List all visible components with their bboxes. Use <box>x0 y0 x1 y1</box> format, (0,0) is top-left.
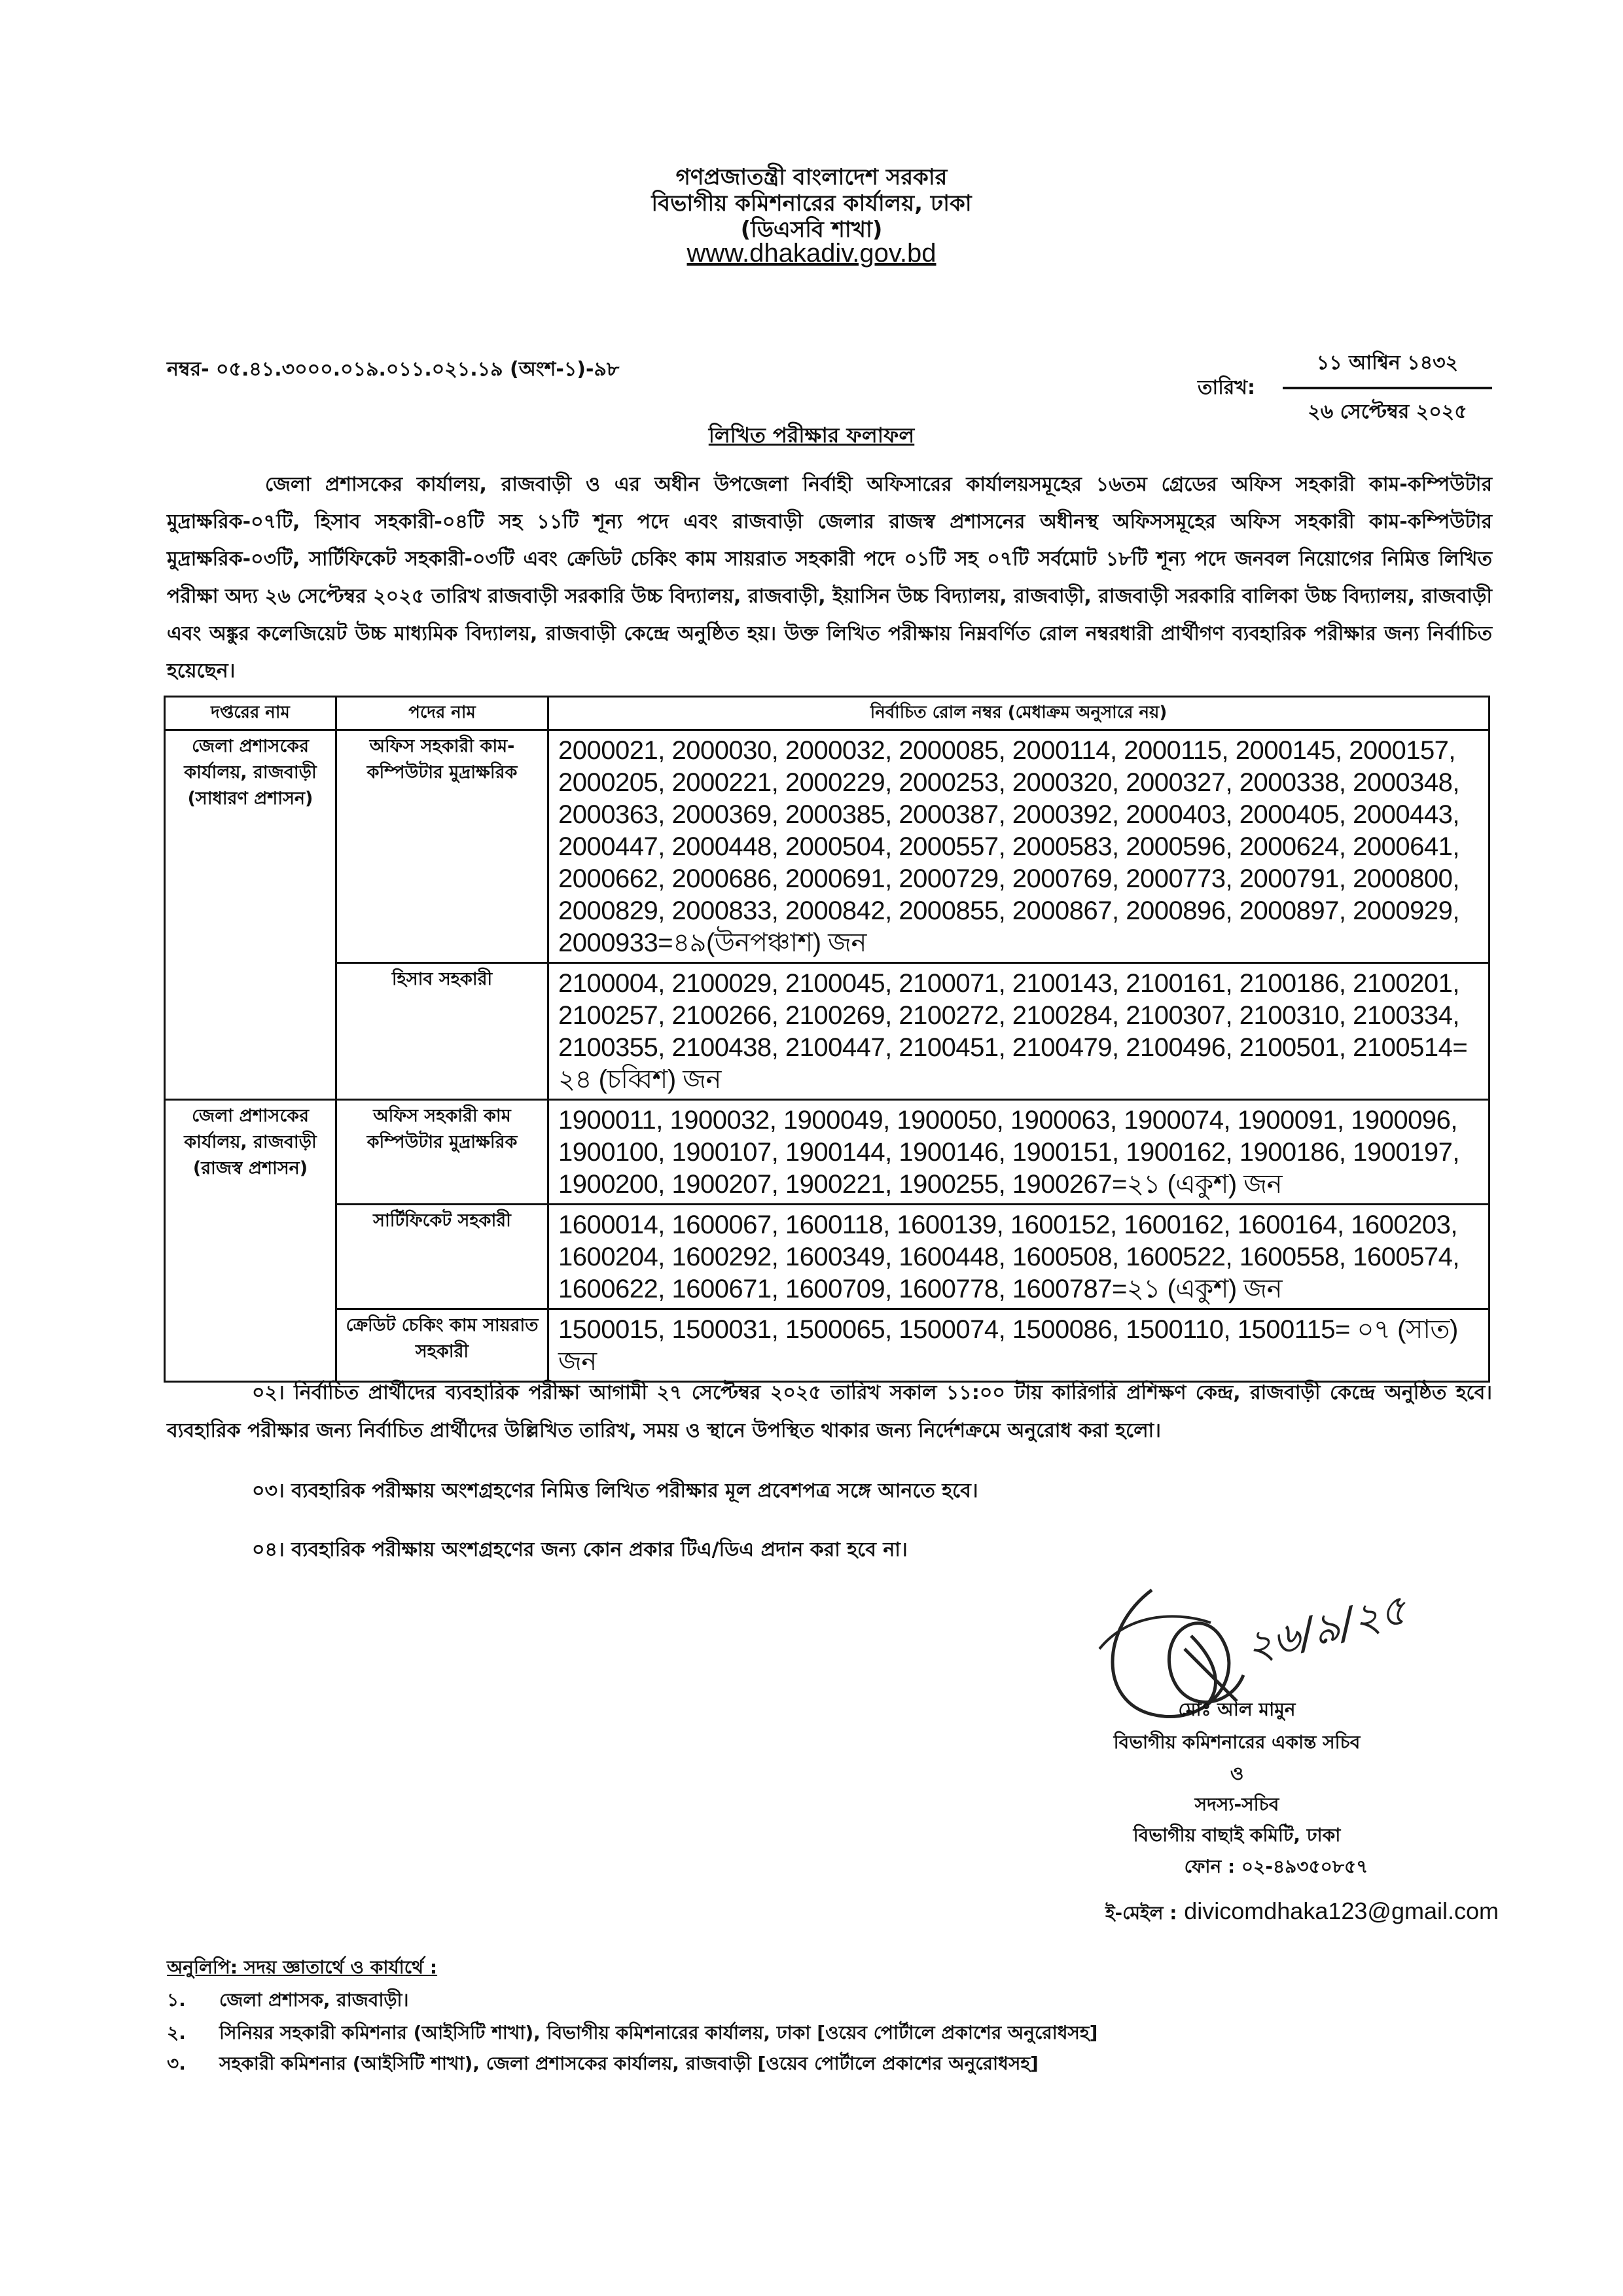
post-cell: অফিস সহকারী কাম-কম্পিউটার মুদ্রাক্ষরিক <box>336 730 548 963</box>
note-02: ০২। নির্বাচিত প্রার্থীদের ব্যবহারিক পরীক্ষা আগামী ২৭ সেপ্টেম্বর ২০২৫ তারিখ সকাল ১১:০০ টায় কারিগরি প্রশিক্ষণ কেন্দ্র, রাজবাড়ী কেন্দ্রে অনুষ্ঠিত হবে। ব্যবহারিক পরীক্ষার জন্য নির্বাচিত প্রার্থীদের উল্লিখিত তারিখ, সময় ও স্থানে উপস্থিত থাকার জন্য নির্দেশক্রমে অনুরোধ করা হলো। <box>167 1381 1492 1442</box>
signatory-committee: বিভাগীয় বাছাই কমিটি, ঢাকা <box>1133 1824 1341 1846</box>
copy-item <box>167 1986 409 2017</box>
copy-item-number: ৩. <box>167 2053 186 2074</box>
table-row <box>165 963 1489 1100</box>
signatory-email-line <box>910 1898 1499 1930</box>
table-row <box>165 1309 1489 1382</box>
table-row <box>165 1205 1489 1309</box>
header-post: পদের নাম <box>336 697 548 730</box>
post-cell: হিসাব সহকারী <box>336 963 548 1100</box>
signatory-phone: ফোন : ০২-৪৯৩৫০৮৫৭ <box>1184 1856 1368 1877</box>
intro-paragraph: জেলা প্রশাসকের কার্যালয়, রাজবাড়ী ও এর অধীন উপজেলা নির্বাহী অফিসারের কার্যালয়সমূহের ১৬তম গ্রেডের অফিস সহকারী কাম-কম্পিউটার মুদ্রাক্ষরিক-০৭টি, হিসাব সহকারী-০৪টি সহ ১১টি শূন্য পদে এবং রাজবাড়ী জেলার রাজস্ব প্রশাসনের অধীনস্থ অফিসসমূহের অফিস সহকারী কাম-কম্পিউটার মুদ্রাক্ষরিক-০৩টি, সার্টিফিকেট সহকারী-০৩টি এবং ক্রেডিট চেকিং কাম সায়রাত সহকারী পদে ০১টি সহ ০৭টি সর্বমোট ১৮টি শূন্য পদে জনবল নিয়োগের নিমিত্ত লিখিত পরীক্ষা অদ্য ২৬ সেপ্টেম্বর ২০২৫ তারিখ রাজবাড়ী সরকারি উচ্চ বিদ্যালয়, রাজবাড়ী, ইয়াসিন উচ্চ বিদ্যালয়, রাজবাড়ী, রাজবাড়ী সরকারি বালিকা উচ্চ বিদ্যালয়, রাজবাড়ী এবং অঙ্কুর কলেজিয়েট উচ্চ মাধ্যমিক বিদ্যালয়, রাজবাড়ী কেন্দ্রে অনুষ্ঠিত হয়। উক্ত লিখিত পরীক্ষায় নিম্নবর্ণিত রোল নম্বরধারী প্রার্থীগণ ব্যবহারিক পরীক্ষার জন্য নির্বাচিত হয়েছেন। <box>167 473 1492 682</box>
email-address[interactable]: divicomdhaka123@gmail.com <box>1184 1898 1499 1924</box>
table-header-row <box>165 697 1489 730</box>
copy-item-text: সহকারী কমিশনার (আইসিটি শাখা), জেলা প্রশাসকের কার্যালয়, রাজবাড়ী [ওয়েব পোর্টালে প্রকাশের অনুরোধসহ] <box>219 2053 1039 2074</box>
results-table <box>164 696 1490 1383</box>
signatory-designation: বিভাগীয় কমিশনারের একান্ত সচিব <box>1113 1731 1361 1753</box>
signatory-role: সদস্য-সচিব <box>1194 1793 1279 1815</box>
website-link[interactable]: www.dhakadiv.gov.bd <box>687 239 936 268</box>
copy-item-text: জেলা প্রশাসক, রাজবাড়ী। <box>219 1989 409 2011</box>
office-cell: জেলা প্রশাসকের কার্যালয়, রাজবাড়ী (সাধারণ প্রশাসন) <box>165 730 336 1100</box>
branch-name: (ডিএসবি শাখা) <box>740 217 883 243</box>
email-label: ই-মেইল : <box>1105 1902 1177 1924</box>
office-cell: জেলা প্রশাসকের কার্যালয়, রাজবাড়ী (রাজস্ব প্রশাসন) <box>165 1100 336 1382</box>
post-cell: সার্টিফিকেট সহকারী <box>336 1205 548 1309</box>
government-name: গণপ্রজাতন্ত্রী বাংলাদেশ সরকার <box>675 164 948 190</box>
copy-item-number: ১. <box>167 1989 186 2011</box>
table-row <box>165 1100 1489 1205</box>
signatory-and: ও <box>1230 1763 1244 1784</box>
signature-date: ২৬/৯/২৫ <box>1240 1585 1412 1672</box>
copy-item <box>167 2049 1039 2080</box>
page-title <box>0 419 1623 454</box>
office-name: বিভাগীয় কমিশনারের কার্যালয়, ঢাকা <box>651 190 972 217</box>
header-rolls: নির্বাচিত রোল নম্বর (মেধাক্রম অনুসারে নয়) <box>548 697 1489 730</box>
date-bangla: ১১ আশ্বিন ১৪৩২ <box>1283 347 1492 389</box>
rolls-cell: 2100004, 2100029, 2100045, 2100071, 2100143, 2100161, 2100186, 2100201, 2100257, 2100266, 2100269, 2100272, 2100284, 2100307, 2100310, 2100334, 2100355, 2100438, 2100447, 2100451, 2100479, 2100496, 2100501, 2100514= ২৪ (চব্বিশ) জন <box>548 963 1489 1100</box>
page-title-text: লিখিত পরীক্ষার ফলাফল <box>708 423 915 448</box>
date-label: তারিখ: <box>1198 376 1255 399</box>
rolls-cell: 1900011, 1900032, 1900049, 1900050, 1900063, 1900074, 1900091, 1900096, 1900100, 1900107, 1900144, 1900146, 1900151, 1900162, 1900186, 1900197, 1900200, 1900207, 1900221, 1900255, 1900267=২১ (একুশ) জন <box>548 1100 1489 1205</box>
table-row <box>165 730 1489 963</box>
copy-item <box>167 2019 1097 2049</box>
rolls-cell: 2000021, 2000030, 2000032, 2000085, 2000114, 2000115, 2000145, 2000157, 2000205, 2000221, 2000229, 2000253, 2000320, 2000327, 2000338, 2000348, 2000363, 2000369, 2000385, 2000387, 2000392, 2000403, 2000405, 2000443, 2000447, 2000448, 2000504, 2000557, 2000583, 2000596, 2000624, 2000641, 2000662, 2000686, 2000691, 2000729, 2000769, 2000773, 2000791, 2000800, 2000829, 2000833, 2000842, 2000855, 2000867, 2000896, 2000897, 2000929, 2000933=৪৯(উনপঞ্চাশ) জন <box>548 730 1489 963</box>
signatory-name: মোঃ আল মামুন <box>1178 1699 1296 1720</box>
header-office: দপ্তরের নাম <box>165 697 336 730</box>
post-cell: ক্রেডিট চেকিং কাম সায়রাত সহকারী <box>336 1309 548 1382</box>
copy-heading-text: অনুলিপি: সদয় জ্ঞাতার্থে ও কার্যার্থে : <box>167 1956 438 1978</box>
note-04: ০৪। ব্যবহারিক পরীক্ষায় অংশগ্রহণের জন্য কোন প্রকার টিএ/ডিএ প্রদান করা হবে না। <box>252 1538 908 1561</box>
memo-number: নম্বর- ০৫.৪১.৩০০০.০১৯.০১১.০২১.১৯ (অংশ-১)-৯৮ <box>167 358 620 381</box>
rolls-cell: 1500015, 1500031, 1500065, 1500074, 1500086, 1500110, 1500115= ০৭ (সাত) জন <box>548 1309 1489 1382</box>
date-block <box>1283 347 1492 429</box>
copy-item-text: সিনিয়র সহকারী কমিশনার (আইসিটি শাখা), বিভাগীয় কমিশনারের কার্যালয়, ঢাকা [ওয়েব পোর্টালে প্রকাশের অনুরোধসহ] <box>219 2022 1098 2043</box>
copy-heading <box>167 1953 437 1984</box>
rolls-cell: 1600014, 1600067, 1600118, 1600139, 1600152, 1600162, 1600164, 1600203, 1600204, 1600292, 1600349, 1600448, 1600508, 1600522, 1600558, 1600574, 1600622, 1600671, 1600709, 1600778, 1600787=২১ (একুশ) জন <box>548 1205 1489 1309</box>
date-english: ২৬ সেপ্টেম্বর ২০২৫ <box>1308 400 1467 423</box>
note-03: ০৩। ব্যবহারিক পরীক্ষায় অংশগ্রহণের নিমিত্ত লিখিত পরীক্ষার মূল প্রবেশপত্র সঙ্গে আনতে হবে। <box>252 1479 978 1502</box>
post-cell: অফিস সহকারী কাম কম্পিউটার মুদ্রাক্ষরিক <box>336 1100 548 1205</box>
copy-item-number: ২. <box>167 2022 186 2043</box>
